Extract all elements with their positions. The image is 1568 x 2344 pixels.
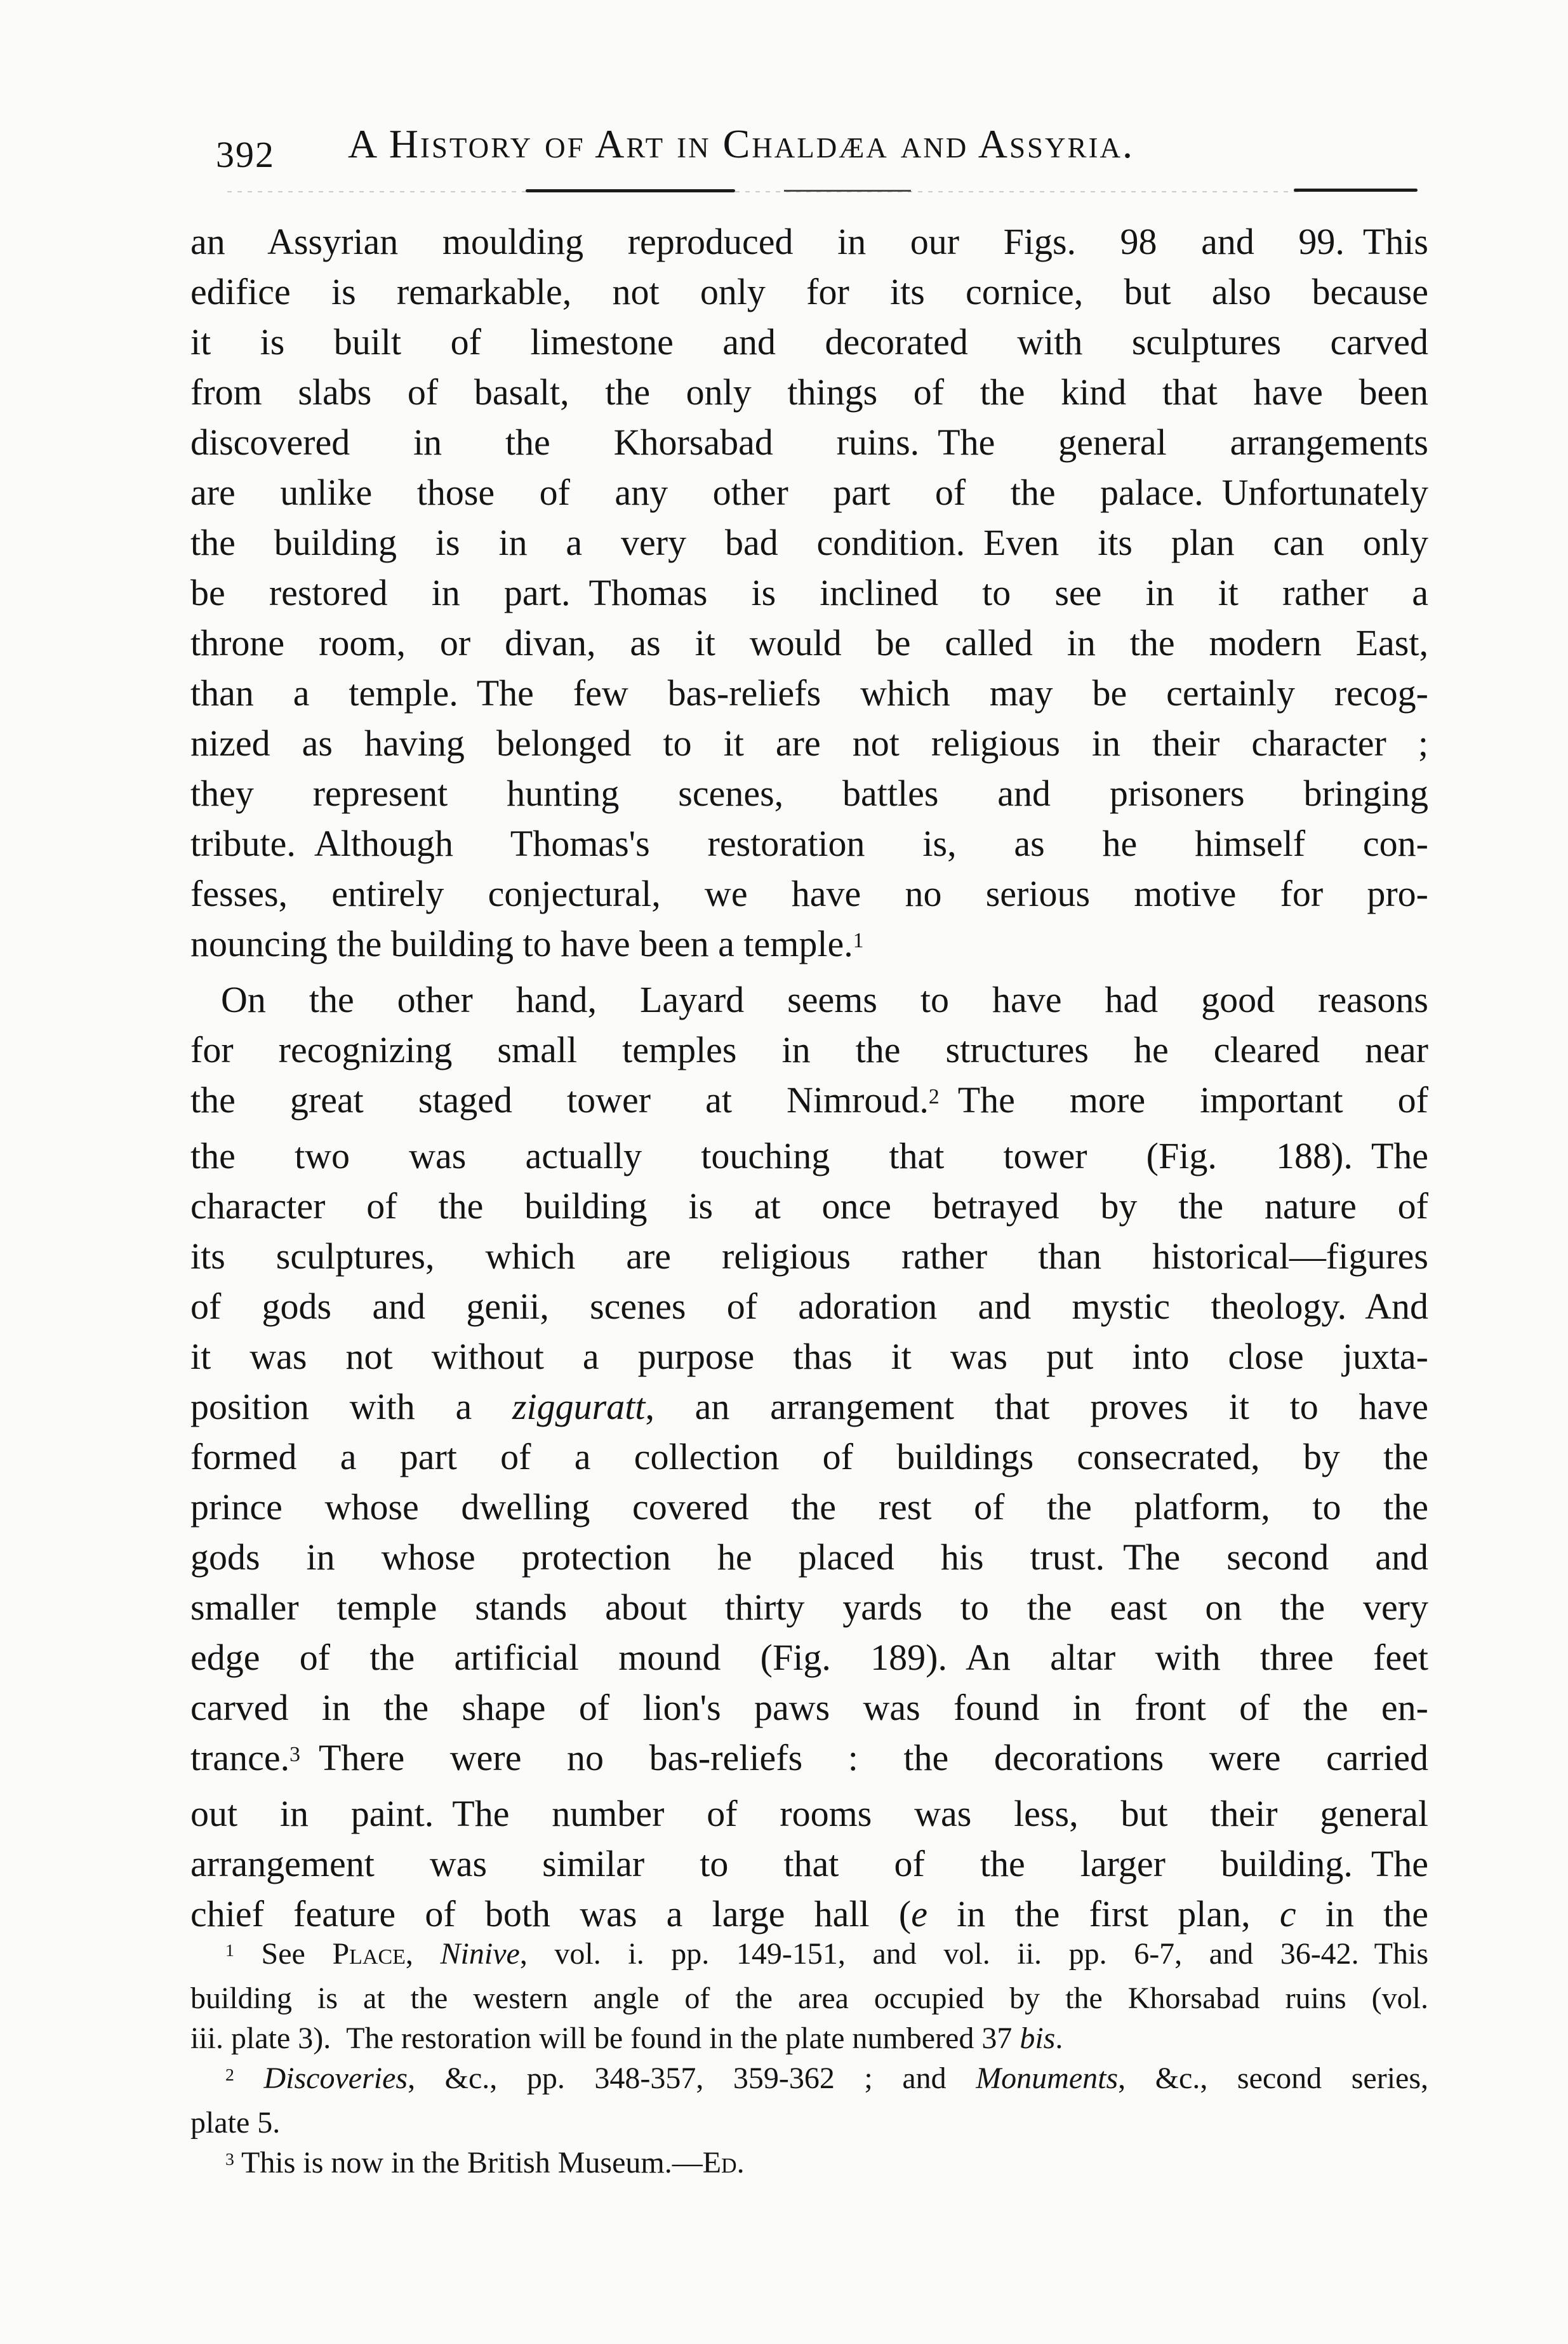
text-line: edge of the artificial mound (Fig. 189). An altar with three feet [190,1637,1428,1678]
text-line: fesses, entirely conjectural, we have no serious motive for pro- [190,873,1428,914]
text-line: position with a zigguratt, an arrangement that proves it to have [190,1386,1428,1427]
header-rule-segment [526,189,735,192]
footnotes [190,1934,1428,2187]
text-line: its sculptures, which are religious rather than historical—figures [190,1235,1428,1277]
text-line: smaller temple stands about thirty yards to the east on the very [190,1587,1428,1628]
text-line: trance.$^3$ There were no bas-reliefs : the decorations were carried [190,1737,1428,1778]
text-line: tribute. Although Thomas's restoration is, as he himself con- [190,823,1428,864]
paragraph-1 [190,216,1428,975]
text-line: the great staged tower at Nimroud.$^2$ The more important of [190,1079,1428,1121]
text-line: chief feature of both was a large hall (e in the first plan, c in the [190,1893,1428,1934]
text-line: $^1$ See Place, Ninive, vol. i. pp. 149-151, and vol. ii. pp. 6-7, and 36-42. This [225,1937,1429,1971]
text-line: the two was actually touching that tower (Fig. 188). The [190,1135,1428,1176]
text-line: building is at the western angle of the area occupied by the Khorsabad ruins (vol. [190,1981,1428,2015]
text-line: discovered in the Khorsabad ruins. The general arrangements [190,422,1428,463]
footnote-marker: 1 [853,928,864,952]
page-number: 392 [216,134,275,175]
text-line: they represent hunting scenes, battles and prisoners bringing [190,773,1428,814]
text-line: be restored in part. Thomas is inclined to see in it rather a [190,572,1428,613]
text-line: it is built of limestone and decorated with sculptures carved [190,321,1428,363]
header-rule-segment [784,190,911,192]
footnote-marker: 3 [225,2150,234,2170]
text-line: nized as having belonged to it are not religious in their character ; [190,723,1428,764]
text-line: the building is in a very bad condition. Even its plan can only [190,522,1428,563]
footnote-1 [190,1934,1428,2058]
text-line: out in paint. The number of rooms was less, but their general [190,1793,1428,1834]
text-line: formed a part of a collection of buildings consecrated, by the [190,1436,1428,1477]
text-line: an Assyrian moulding reproduced in our Figs. 98 and 99. This [190,221,1428,262]
footnote-marker: 2 [928,1084,940,1109]
text-line: $^3$ This is now in the British Museum.—Ed. [225,2146,745,2180]
running-header [190,121,1428,181]
text-line: gods in whose protection he placed his trust. The second and [190,1536,1428,1578]
paragraph-2 [190,975,1428,1939]
header-rule-segment [1294,189,1418,192]
header-rule [227,191,1300,192]
text-line: nouncing the building to have been a temple.$^1$ [190,923,864,964]
text-line: it was not without a purpose thas it was put into close juxta- [190,1336,1428,1377]
text-line: edifice is remarkable, not only for its cornice, but also because [190,271,1428,312]
text-line: iii. plate 3). The restoration will be found in the plate numbered 37 bis. [190,2021,1063,2055]
text-line: throne room, or divan, as it would be called in the modern East, [190,622,1428,663]
text-line: of gods and genii, scenes of adoration and mystic theology. And [190,1286,1428,1327]
text-line: plate 5. [190,2106,281,2140]
text-line: carved in the shape of lion's paws was found in front of the en- [190,1687,1428,1728]
text-line: for recognizing small temples in the structures he cleared near [190,1029,1428,1070]
footnote-marker: 2 [225,2065,234,2086]
text-line: are unlike those of any other part of the palace. Unfortunately [190,472,1428,513]
text-line: from slabs of basalt, the only things of the kind that have been [190,371,1428,413]
footnote-marker: 1 [225,1941,234,1961]
text-line: arrangement was similar to that of the larger building. The [190,1843,1428,1884]
text-line: character of the building is at once betrayed by the nature of [190,1185,1428,1227]
text-line: $^2$ Discoveries, &c., pp. 348-357, 359-362 ; and Monuments, &c., second series, [225,2061,1429,2095]
text-line: than a temple. The few bas-reliefs which may be certainly recog- [190,672,1428,714]
page-body [190,216,1428,1939]
running-title: A History of Art in Chaldæa and Assyria. [348,121,1135,166]
text-line: On the other hand, Layard seems to have had good reasons [221,979,1428,1020]
footnote-3 [190,2143,1428,2187]
footnote-marker: 3 [289,1742,300,1766]
text-line: prince whose dwelling covered the rest of the platform, to the [190,1486,1428,1528]
footnote-2 [190,2058,1428,2143]
